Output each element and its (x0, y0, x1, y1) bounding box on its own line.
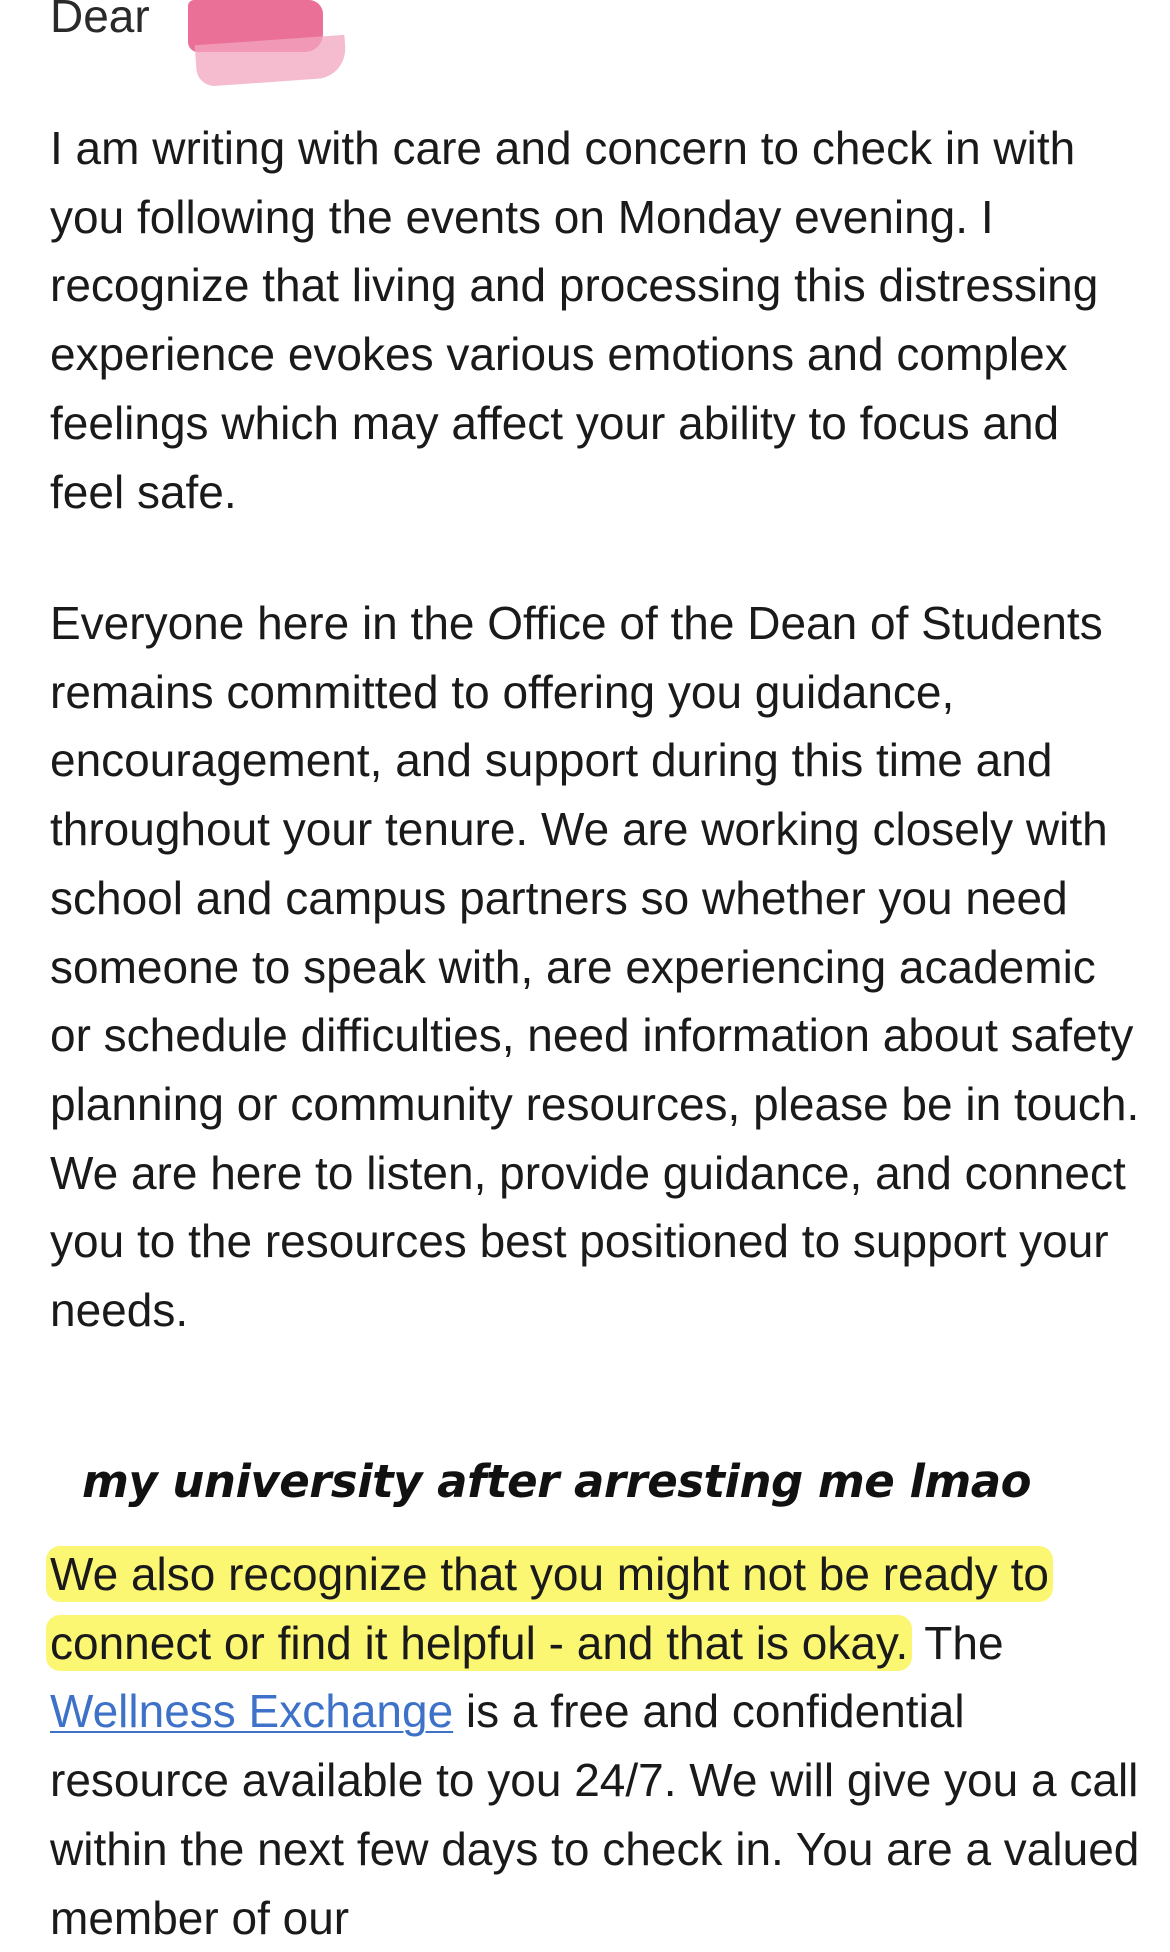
redaction-smear (195, 35, 348, 87)
highlighted-sentence: We also recognize that you might not be ready to connect or find it helpful - and that is okay. (46, 1546, 1053, 1671)
paragraph-3-before-link: The (924, 1616, 1004, 1669)
email-greeting: Dear (50, 0, 150, 42)
email-paragraph-1: I am writing with care and concern to check in with you following the events on Monday evening. I recognize that living and processing this distressing experience evokes various emotions and complex feelings which may affect your ability to focus and feel safe. (50, 122, 1099, 518)
email-paragraph-2: Everyone here in the Office of the Dean of Students remains committed to offering you guidance, encouragement, and support during this time and throughout your tenure. We are working closely with school and campus partners so whether you need someone to speak with, are experiencing academic or schedule difficulties, need information about safety planning or community resources, please be in touch. We are here to listen, provide guidance, and connect you to the resources best positioned to support your needs. (50, 597, 1140, 1337)
paragraph-3-after-link: is a free and confidential resource available to you 24/7. We will give you a call within the next few days to check in. You are a valued member of our (50, 1685, 1140, 1944)
meme-caption: my university after arresting me lmao (82, 1455, 1032, 1508)
email-paragraph-3 (50, 1540, 1140, 1952)
wellness-exchange-link[interactable]: Wellness Exchange (50, 1685, 454, 1738)
